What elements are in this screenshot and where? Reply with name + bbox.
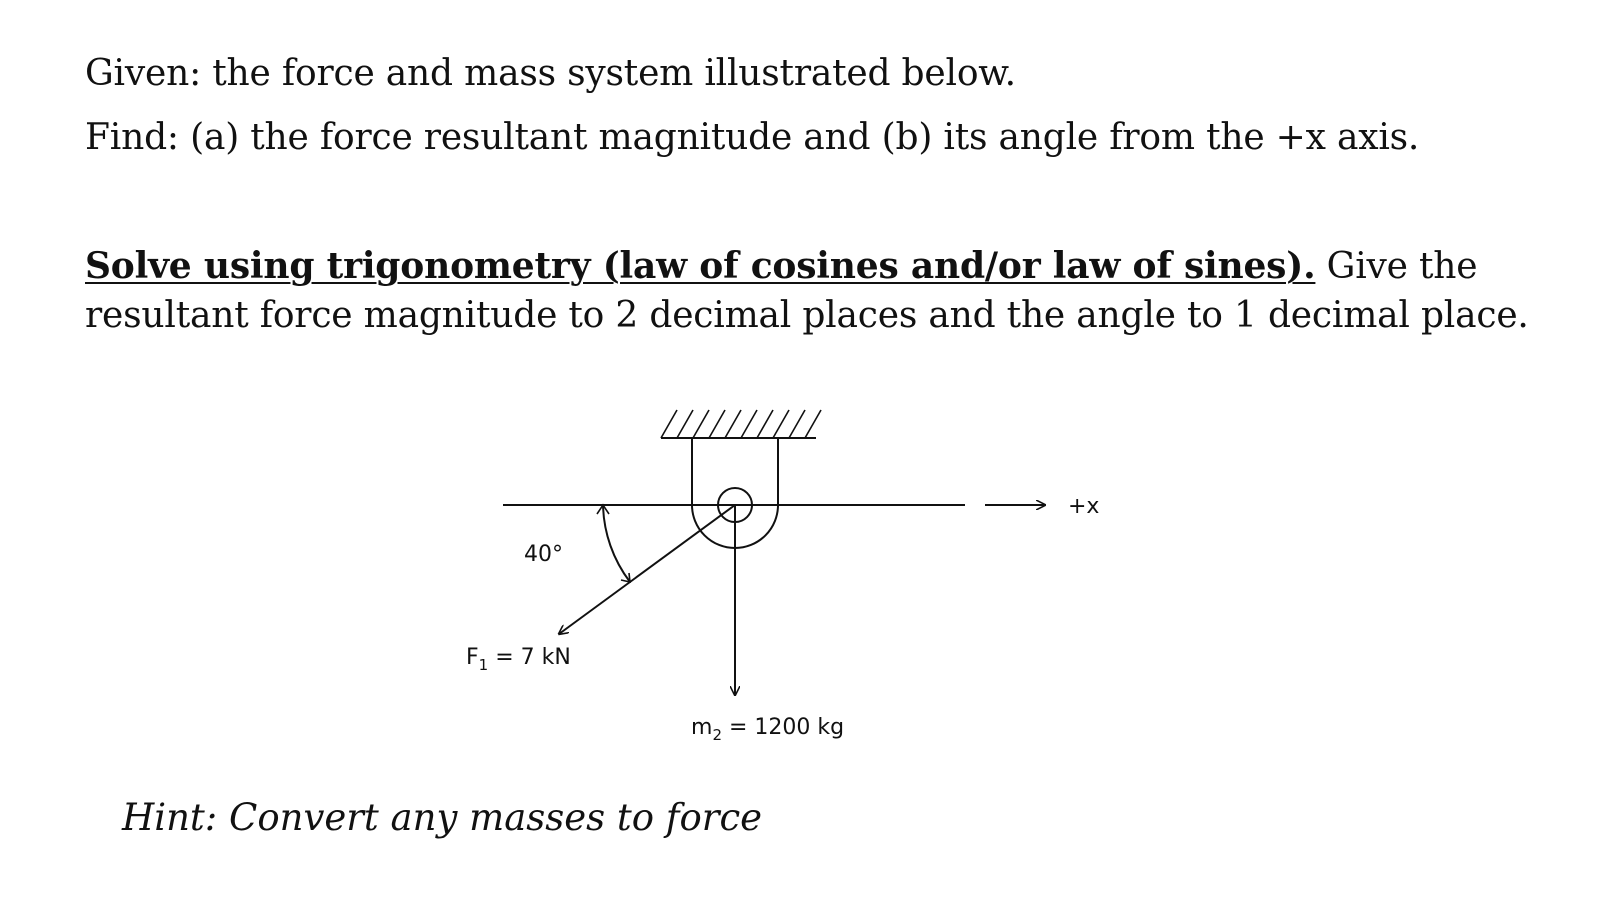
- angle-arc: [603, 505, 630, 582]
- mass-m2-value: = 1200 kg: [721, 715, 845, 740]
- mass-m2-subscript: 2: [712, 726, 722, 744]
- find-statement: Find: (a) the force resultant magnitude and (b) its angle from the +x axis.: [85, 117, 1420, 158]
- mass-m2-label: [691, 715, 844, 744]
- mass-m2-symbol: m: [691, 715, 713, 740]
- instruction-bold: Solve using trigonometry (law of cosines and/or law of sines).: [85, 245, 1316, 287]
- instruction-rest-1: Give the: [1315, 246, 1478, 287]
- axis-label: +x: [1068, 494, 1100, 519]
- hint-text: Hint: Convert any masses to force: [122, 796, 763, 839]
- force-f1-label: [466, 645, 571, 674]
- force-f1-subscript: 1: [478, 656, 489, 674]
- given-statement: Given: the force and mass system illustrated below.: [85, 53, 1016, 94]
- ceiling-support: [661, 410, 821, 438]
- force-f1-vector: [559, 505, 735, 634]
- instruction-line-2: resultant force magnitude to 2 decimal places and the angle to 1 decimal place.: [85, 295, 1529, 336]
- force-f1-symbol: F: [466, 645, 479, 670]
- angle-label: 40°: [524, 542, 563, 567]
- force-f1-value: = 7 kN: [488, 645, 571, 670]
